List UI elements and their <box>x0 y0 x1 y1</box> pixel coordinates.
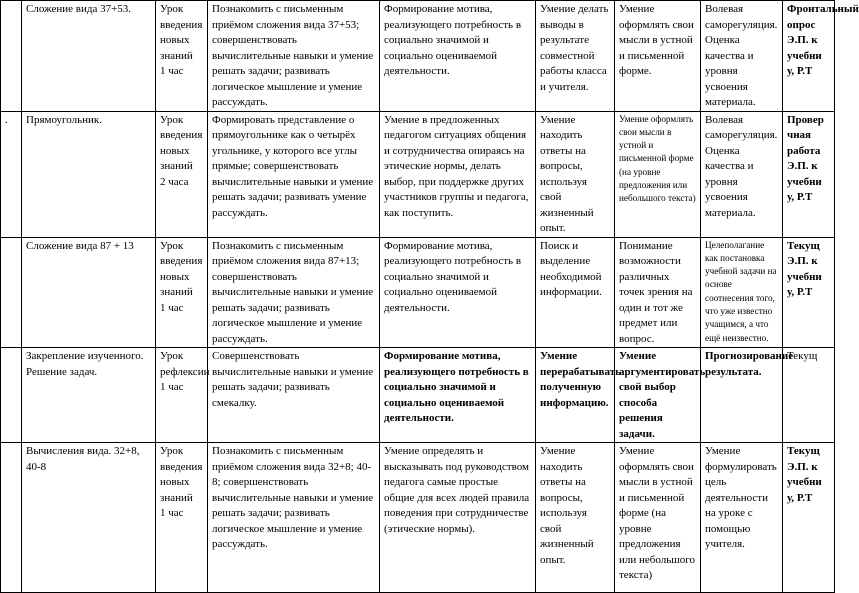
topic-cell: Сложение вида 37+53. <box>22 1 156 112</box>
control-cell: Текущ Э.П. к учебни у, Р.Т <box>783 237 835 348</box>
personal-results-cell: Умение в предложенных педагогом ситуациях общения и сотрудничества опираясь на этические нормы, делать выбор, при поддержке других участников группы и педагога, как поступить. <box>380 111 536 237</box>
personal-results-cell: Умение определять и высказывать под руководством педагога самые простые общие для всех людей правила поведения при сотрудничестве (этические нормы). <box>380 443 536 593</box>
table-row <box>1 348 835 443</box>
table-row <box>1 1 835 112</box>
regulatory-results-cell: Волевая саморегуляция. Оценка качества и уровня усвоения материала. <box>701 111 783 237</box>
communicative-results-cell: Умение оформлять свои мысли в устной и письменной форме (на уровне предложения или небольшого текста) <box>615 111 701 237</box>
regulatory-results-cell: Прогнозирование результата. <box>701 348 783 443</box>
goals-cell: Формировать представление о прямоугольнике как о четырёх угольнике, у которого все углы прямые; совершенствовать вычислительные навыки и умение решать задачи; развивать умение рассуждать. <box>208 111 380 237</box>
control-cell: Текущ <box>783 348 835 443</box>
table-row <box>1 443 835 593</box>
regulatory-results-cell: Целеполагание как постановка учебной задачи на основе соотнесения того, что уже известно учащимся, а что ещё неизвестно. <box>701 237 783 348</box>
row-number <box>1 1 22 112</box>
cognitive-results-cell: Умение делать выводы в результате совместной работы класса и учителя. <box>536 1 615 112</box>
communicative-results-cell: Умение оформлять свои мысли в устной и письменной форме (на уровне предложения или небольшого текста) <box>615 443 701 593</box>
row-number: . <box>1 111 22 237</box>
personal-results-cell: Формирование мотива, реализующего потребность в социально значимой и социально оцениваемой деятельности. <box>380 237 536 348</box>
row-number <box>1 348 22 443</box>
cognitive-results-cell: Умение перерабатывать полученную информацию. <box>536 348 615 443</box>
table-row <box>1 111 835 237</box>
cognitive-results-cell: Умение находить ответы на вопросы, используя свой жизненный опыт. <box>536 111 615 237</box>
personal-results-cell: Формирование мотива, реализующего потребность в социально значимой и социально оцениваемой деятельности. <box>380 1 536 112</box>
goals-cell: Познакомить с письменным приёмом сложения вида 37+53; совершенствовать вычислительные навыки и умение решать задачи; развивать логическое мышление и умение рассуждать. <box>208 1 380 112</box>
topic-cell: Вычисления вида. 32+8, 40-8 <box>22 443 156 593</box>
communicative-results-cell: Понимание возможности различных точек зрения на один и тот же предмет или вопрос. <box>615 237 701 348</box>
control-cell: Провер чная работа Э.П. к учебни у, Р.Т <box>783 111 835 237</box>
row-number <box>1 443 22 593</box>
topic-cell: Прямоугольник. <box>22 111 156 237</box>
control-cell: Фронтальный опрос Э.П. к учебни у, Р.Т <box>783 1 835 112</box>
cognitive-results-cell: Умение находить ответы на вопросы, используя свой жизненный опыт. <box>536 443 615 593</box>
regulatory-results-cell: Волевая саморегуляция. Оценка качества и уровня усвоения материала. <box>701 1 783 112</box>
table-row <box>1 237 835 348</box>
personal-results-cell: Формирование мотива, реализующего потребность в социально значимой и социально оцениваемой деятельности. <box>380 348 536 443</box>
lesson-type-cell: Урок введения новых знаний 1 час <box>156 443 208 593</box>
regulatory-results-cell: Умение формулировать цель деятельности на уроке с помощью учителя. <box>701 443 783 593</box>
topic-cell: Сложение вида 87 + 13 <box>22 237 156 348</box>
cognitive-results-cell: Поиск и выделение необходимой информации. <box>536 237 615 348</box>
communicative-results-cell: Умение оформлять свои мысли в устной и письменной форме. <box>615 1 701 112</box>
communicative-results-cell: Умение аргументировать свой выбор способа решения задачи. <box>615 348 701 443</box>
lesson-type-cell: Урок введения новых знаний 2 часа <box>156 111 208 237</box>
topic-cell: Закрепление изученного. Решение задач. <box>22 348 156 443</box>
row-number <box>1 237 22 348</box>
control-cell: Текущ Э.П. к учебни у, Р.Т <box>783 443 835 593</box>
lesson-type-cell: Урок рефлексии 1 час <box>156 348 208 443</box>
goals-cell: Познакомить с письменным приёмом сложения вида 32+8; 40-8; совершенствовать вычислительные навыки и умение решать задачи; развивать логическое мышление и умение рассуждать. <box>208 443 380 593</box>
lesson-type-cell: Урок введения новых знаний 1 час <box>156 237 208 348</box>
goals-cell: Совершенствовать вычислительные навыки и умение решать задачи; развивать смекалку. <box>208 348 380 443</box>
lesson-type-cell: Урок введения новых знаний 1 час <box>156 1 208 112</box>
goals-cell: Познакомить с письменным приёмом сложения вида 87+13; совершенствовать вычислительные навыки и умение решать задачи; развивать логическое мышление и умение рассуждать. <box>208 237 380 348</box>
